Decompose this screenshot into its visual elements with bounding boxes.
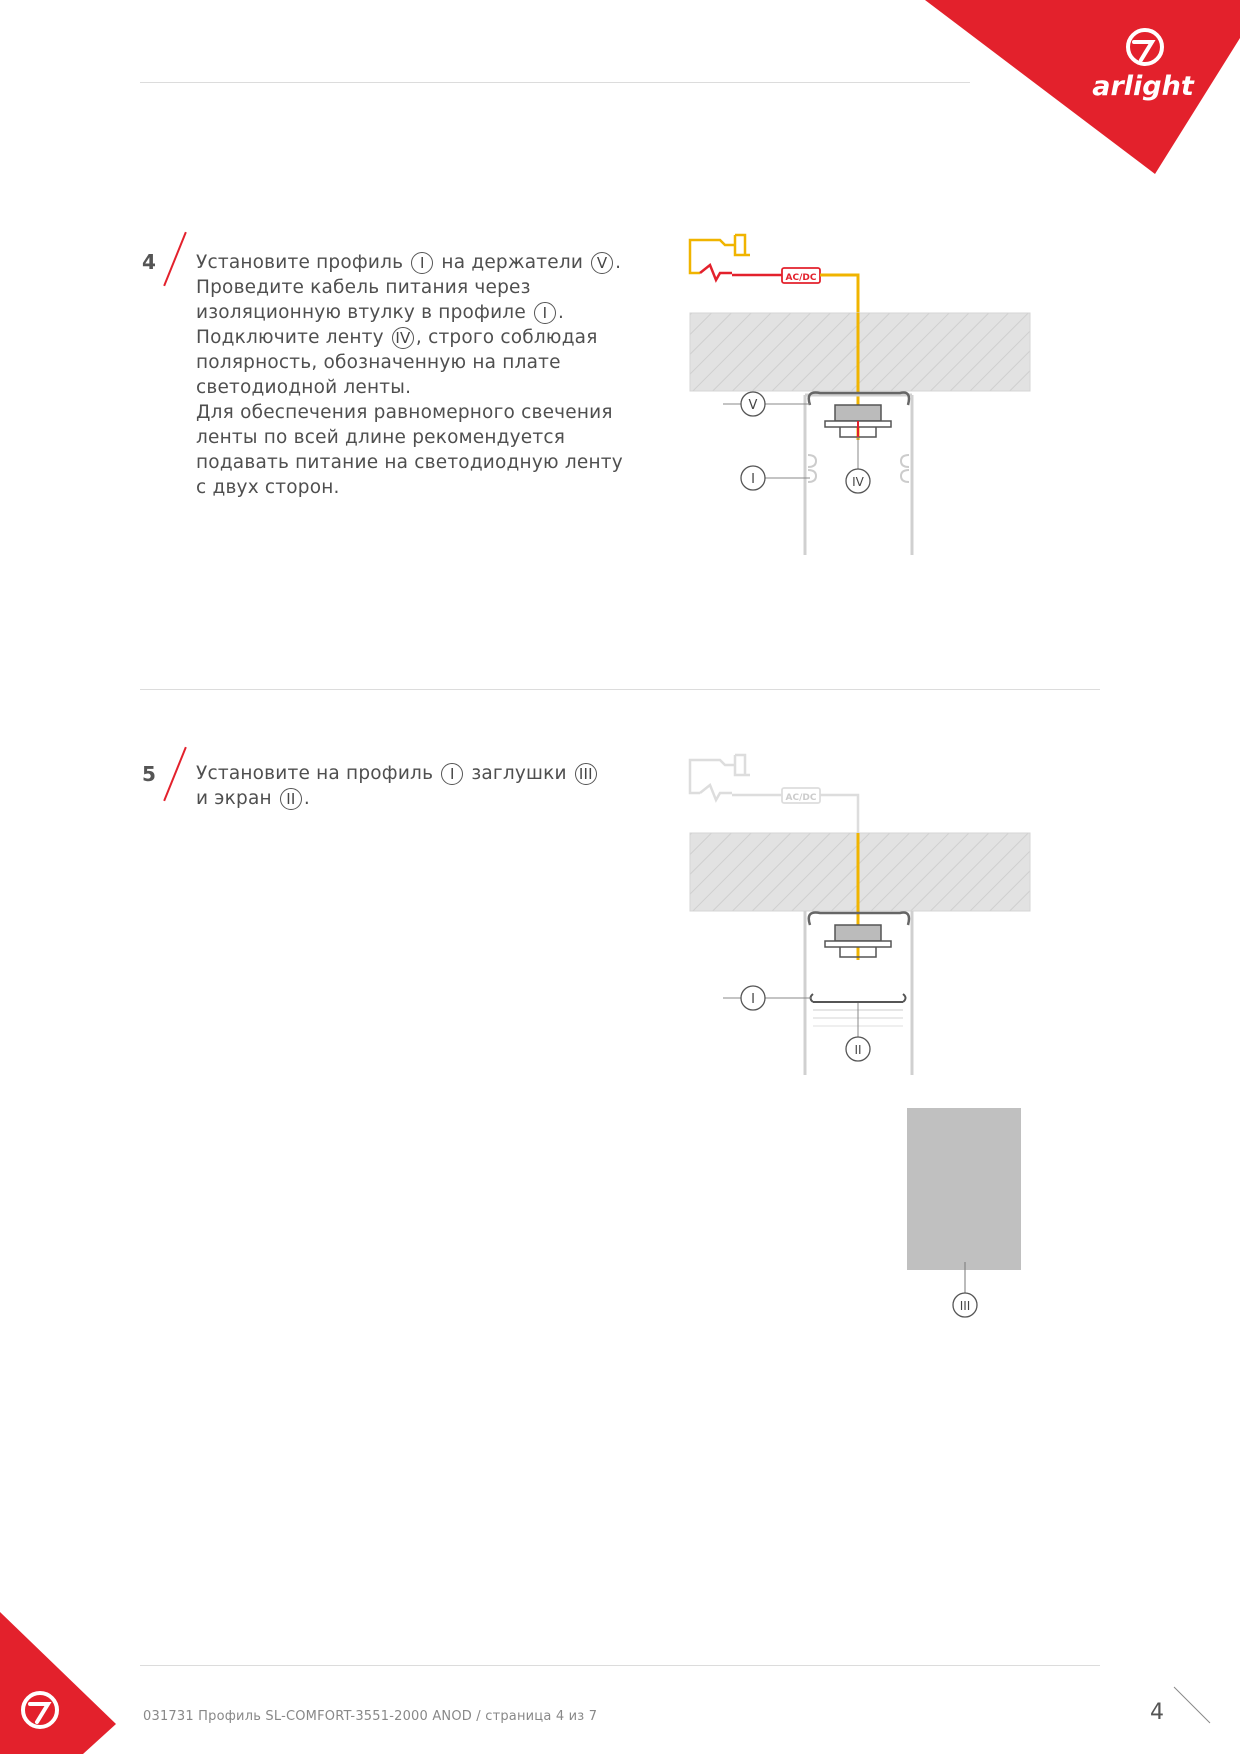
- text-line: [196, 325, 616, 350]
- part-badge: I: [534, 302, 556, 324]
- step-4-callout-v: V: [748, 398, 758, 413]
- text-line: [196, 761, 616, 786]
- step-4-psu-label: AC/DC: [785, 273, 817, 283]
- middle-divider: [140, 689, 1100, 690]
- step-4-slash: [163, 232, 187, 287]
- power-plug-icon: [690, 235, 750, 273]
- top-divider: [140, 82, 970, 83]
- text-fragment: светодиодной ленты.: [196, 377, 412, 398]
- end-cap-diagram: [900, 1100, 1030, 1325]
- text-line: [196, 786, 616, 811]
- text-line: [196, 450, 623, 475]
- brand-logo-text: arlight: [1092, 71, 1194, 102]
- text-fragment: подавать питание на светодиодную ленту: [196, 452, 623, 473]
- part-badge: I: [411, 252, 433, 274]
- step-5-callout-i: I: [751, 992, 755, 1007]
- text-fragment: изоляционную втулку в профиле: [196, 302, 532, 323]
- brand-corner-top: [920, 0, 1240, 180]
- text-line: [196, 250, 622, 275]
- text-fragment: на держатели: [435, 252, 590, 273]
- text-fragment: , строго соблюдая: [415, 327, 598, 348]
- part-badge: IV: [392, 327, 414, 349]
- text-fragment: заглушки: [465, 763, 573, 784]
- footer-divider: [140, 1665, 1100, 1666]
- end-cap-callout: III: [959, 1299, 971, 1313]
- text-line: [196, 375, 616, 400]
- step-4-callout-iv: IV: [852, 475, 864, 489]
- text-fragment: .: [303, 788, 310, 809]
- text-line: [196, 425, 616, 450]
- step-4-text: [196, 250, 623, 500]
- part-badge: III: [575, 763, 597, 785]
- text-fragment: с двух сторон.: [196, 477, 340, 498]
- text-fragment: ленты по всей длине рекомендуется: [196, 427, 566, 448]
- text-fragment: полярность, обозначенную на плате: [196, 352, 561, 373]
- text-line: [196, 275, 616, 300]
- text-line: [196, 475, 616, 500]
- part-badge: I: [441, 763, 463, 785]
- text-fragment: Подключите ленту: [196, 327, 390, 348]
- text-fragment: .: [557, 302, 565, 323]
- step-5-psu-label: AC/DC: [785, 793, 817, 803]
- page-corner-line: [1172, 1685, 1212, 1725]
- text-line: [196, 350, 616, 375]
- step-5-text: [196, 761, 616, 811]
- part-badge: II: [280, 788, 302, 810]
- footer-doc-text: 031731 Профиль SL-COMFORT-3551-2000 ANOD / страница 4 из 7: [143, 1709, 598, 1724]
- step-4-diagram: [680, 225, 1040, 560]
- step-4-number: 4: [142, 250, 156, 274]
- step-5-number: 5: [142, 762, 156, 786]
- text-fragment: .: [615, 252, 622, 273]
- text-fragment: Проведите кабель питания через: [196, 277, 531, 298]
- step-4-callout-i: I: [751, 472, 755, 487]
- ceiling-slab: [690, 313, 1030, 391]
- part-badge: V: [591, 252, 613, 274]
- step-5-callout-ii: II: [854, 1043, 862, 1057]
- text-fragment: Для обеспечения равномерного свечения: [196, 402, 613, 423]
- page-number: 4: [1150, 1700, 1164, 1725]
- text-fragment: Установите профиль: [196, 252, 410, 273]
- text-line: [196, 400, 616, 425]
- text-line: [196, 300, 616, 325]
- step-5-diagram: [680, 745, 1040, 1080]
- brand-corner-bottom: [0, 1612, 120, 1754]
- step-5-slash: [163, 747, 187, 802]
- end-cap-face: [907, 1108, 1021, 1270]
- text-fragment: и экран: [196, 788, 278, 809]
- text-fragment: Установите на профиль: [196, 763, 440, 784]
